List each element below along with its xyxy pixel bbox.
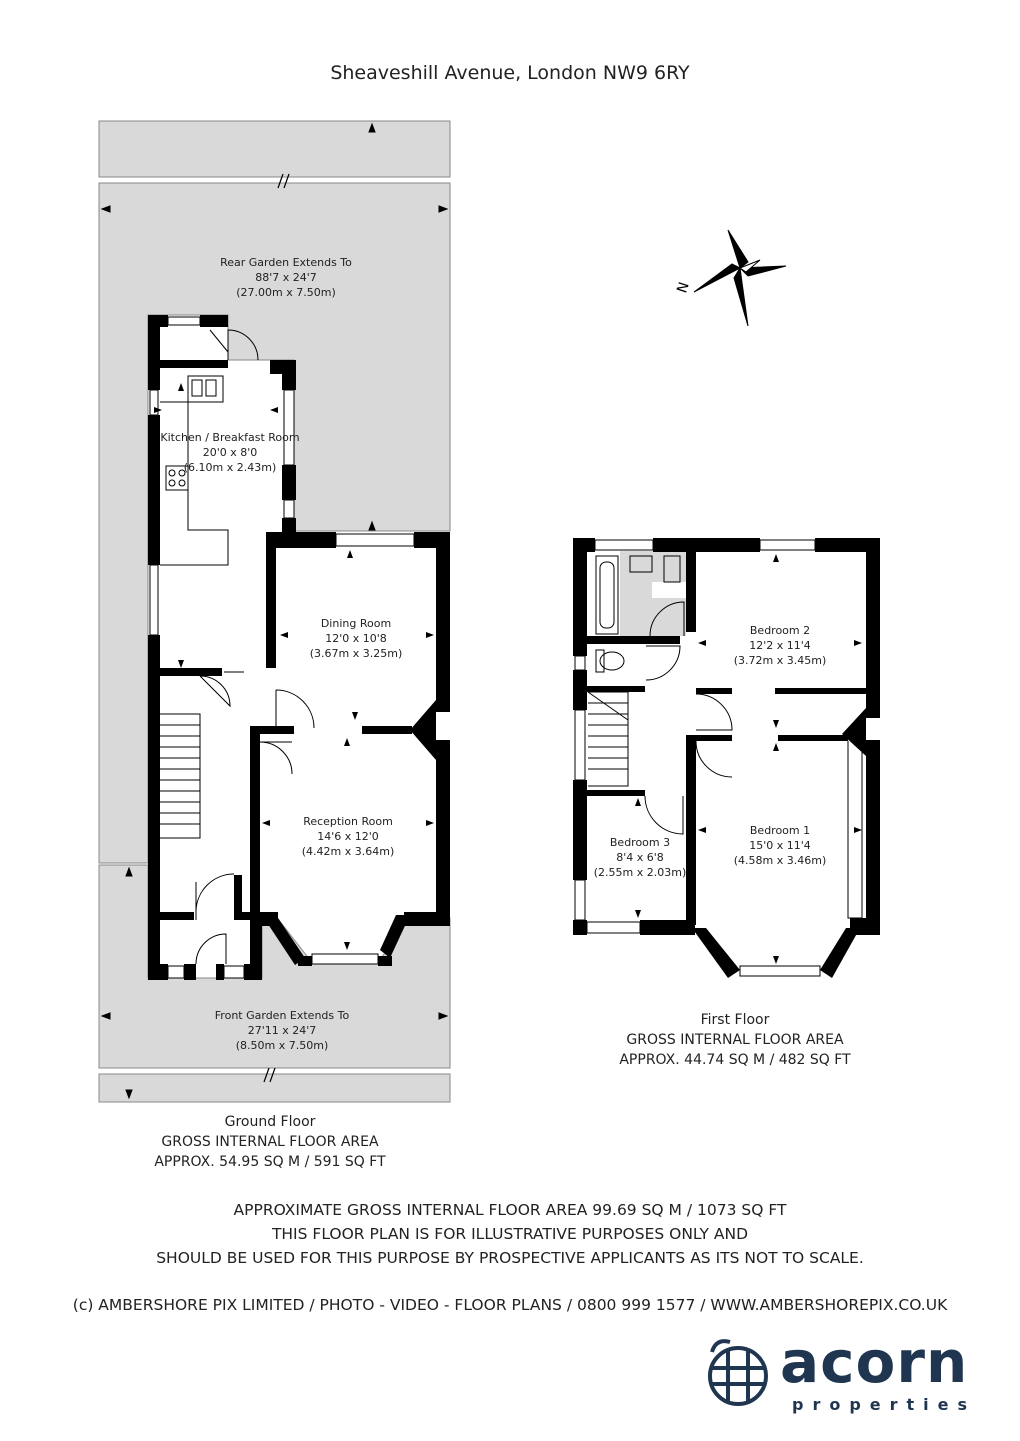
rear-garden-label: Rear Garden Extends To 88'7 x 24'7 (27.00m x 7.50m) (220, 256, 352, 299)
compass-north-label: N (674, 280, 693, 296)
reception-room-label: Reception Room 14'6 x 12'0 (4.42m x 3.64m) (301, 815, 395, 858)
ground-floor-area-label: Ground Floor GROSS INTERNAL FLOOR AREA APPROX. 54.95 SQ M / 591 SQ FT (154, 1114, 386, 1170)
bedroom-2-label: Bedroom 2 12'2 x 11'4 (3.72m x 3.45m) (733, 624, 827, 667)
copyright-text: (c) AMBERSHORE PIX LIMITED / PHOTO - VIDEO - FLOOR PLANS / 0800 999 1577 / WWW.AMBERSHOREPIX.CO.UK (72, 1296, 948, 1314)
acorn-logo-icon (710, 1341, 766, 1404)
bedroom-1-label: Bedroom 1 15'0 x 11'4 (4.58m x 3.46m) (733, 824, 827, 867)
disclaimer-text: APPROXIMATE GROSS INTERNAL FLOOR AREA 99.69 SQ M / 1073 SQ FT THIS FLOOR PLAN IS FOR ILLUSTRATIVE PURPOSES ONLY AND SHOULD BE USED FOR THIS PURPOSE BY PROSPECTIVE APPLICANTS AS ITS NOT TO SCALE. (156, 1201, 864, 1267)
property-address-title: Sheaveshill Avenue, London NW9 6RY (330, 62, 690, 84)
acorn-logo-subtitle: properties (792, 1395, 977, 1414)
front-garden-label: Front Garden Extends To 27'11 x 24'7 (8.50m x 7.50m) (214, 1009, 350, 1052)
compass-icon (694, 230, 786, 326)
acorn-logo-wordmark: acorn (780, 1328, 969, 1396)
dining-room-label: Dining Room 12'0 x 10'8 (3.67m x 3.25m) (309, 617, 403, 660)
kitchen-label: Kitchen / Breakfast Room 20'0 x 8'0 (6.10m x 2.43m) (160, 431, 300, 474)
first-floor-area-label: First Floor GROSS INTERNAL FLOOR AREA APPROX. 44.74 SQ M / 482 SQ FT (619, 1012, 851, 1068)
bedroom-3-label: Bedroom 3 8'4 x 6'8 (2.55m x 2.03m) (593, 836, 687, 879)
